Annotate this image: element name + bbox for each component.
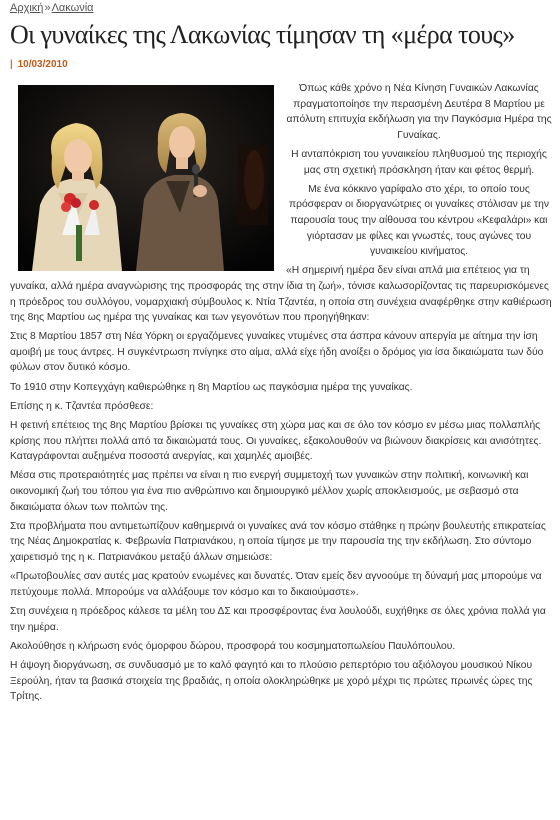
event-photo-image <box>18 85 274 271</box>
article-date <box>10 59 552 71</box>
article-photo <box>18 85 274 271</box>
article-body <box>10 81 552 705</box>
article-paragraph: Ακολούθησε η κλήρωση ενός όμορφου δώρου, προσφορά του κοσμηματοπωλείου Παυλόπουλου. <box>10 640 456 652</box>
article-paragraph: Η φετινή επέτειος της 8ης Μαρτίου βρίσκει τις γυναίκες στη χώρα μας και σε όλο τον κόσμο εν μέσω μιας πολλαπλής κρίσης που πλήττει πολλά από τα δικαιώματά τους. Οι γυναίκες, εξακολουθούν να βιώνουν διακρίσεις και ανισότητες. Καταγράφονται αυξημένα ποσοστά ανεργίας, και χαμηλές αμοιβές. <box>10 420 542 463</box>
breadcrumb-separator: » <box>44 2 51 14</box>
article-paragraph: Η άψογη διοργάνωση, σε συνδυασμό με το καλό φαγητό και το πλούσιο ρεπερτόριο του αξιόλογου μουσικού Νίκου Ξερούλη, ήταν τα βασικά στοιχεία της βραδιάς, η οποία ολοκληρώθηκε με χορό μέχρι τις πρώτες πρωινές ώρες της Τρίτης. <box>10 659 533 703</box>
article-paragraph: Επίσης η κ. Τζαντέα πρόσθεσε: <box>10 400 154 412</box>
article-paragraph: Με ένα κόκκινο γαρίφαλο στο χέρι, το οποίο τους πρόσφεραν οι διοργανώτριες οι γυναίκες στόλισαν με την παρουσία τους την αίθουσα του κέντρου «Κεφαλάρι» και γιόρτασαν με φίλες και γνωστές, τους αγώνες του γυναικείου κινήματος. <box>288 183 550 258</box>
breadcrumb-section-link[interactable]: Λακωνία <box>51 2 94 14</box>
article-paragraph: Η ανταπόκριση του γυναικείου πληθυσμού της περιοχής μας στη σχετική πρόσκληση ήταν και φέτος θερμή. <box>291 148 547 176</box>
article-paragraph: «Η σημερινή ημέρα δεν είναι απλά μια επέτειος για τη γυναίκα, αλλά ημέρα αναγνώρισης της προσφοράς της στην ίδια τη ζωή», τόνισε καλωσορίζοντας τις παρευρισκόμενες η πρόεδρος του συλλόγου, νομαρχιακή σύμβουλος κ. Ντία Τζαντέα, η οποία στη συνέχεια αναφέρθηκε στην καθιέρωση της 8ης Μαρτίου ως ημέρα της γυναίκας και των γεγονότων που προηγήθηκαν: <box>10 265 552 324</box>
article-paragraph: Στα προβλήματα που αντιμετωπίζουν καθημερινά οι γυναίκες ανά τον κόσμο στάθηκε η πρώην βουλευτής επικρατείας της Νέας Δημοκρατίας κ. Φεβρωνία Πατριανάκου, η οποία τίμησε με την παρουσία της την εκδήλωση. Στο σύντομο χαιρετισμό της η κ. Πατριανάκου μεταξύ άλλων σημειώσε: <box>10 520 546 563</box>
article-paragraph: Όπως κάθε χρόνο η Νέα Κίνηση Γυναικών Λακωνίας πραγματοποίησε την περασμένη Δευτέρα 8 Μαρτίου με απόλυτη επιτυχία εκδήλωση για την Παγκόσμια Ημέρα της Γυναίκας. <box>286 83 552 141</box>
breadcrumb-home-link[interactable]: Αρχική <box>10 2 44 14</box>
breadcrumb <box>10 0 552 15</box>
article-title: Οι γυναίκες της Λακωνίας τίμησαν τη «μέρα τους» <box>10 20 515 49</box>
article-paragraph: Μέσα στις προτεραιότητές μας πρέπει να είναι η πιο ενεργή συμμετοχή των γυναικών στην πολιτική, κοινωνική και οικονομική ζωή του τόπου για ένα πιο ανθρώπινο και δημιουργικό μέλλον χωρίς αποκλεισμούς, με σεβασμό στα δικαιώματα όλων των πολιτών της. <box>10 470 529 513</box>
article-paragraph: Στις 8 Μαρτίου 1857 στη Νέα Υόρκη οι εργαζόμενες γυναίκες ντυμένες στα άσπρα κάνουν απεργία με αίτημα την ίση αμοιβή με τους άντρες. Η συγκέντρωση πνίγηκε στο αίμα, αλλά είχε ήδη ανοίξει ο δρόμος για ίσα δικαιώματα των δύο φύλων στον δυτικό κόσμο. <box>10 331 544 374</box>
article-paragraph: «Πρωτοβουλίες σαν αυτές μας κρατούν ενωμένες και δυνατές. Όταν εμείς δεν αγνοούμε τη δύναμή μας μπορούμε να πετύχουμε πολλά. Μπορούμε να αλλάξουμε τον κόσμο και το δικαιούμαστε». <box>10 571 542 598</box>
date-separator: | <box>10 59 13 70</box>
article-paragraph: Το 1910 στην Κοπεγχάγη καθιερώθηκε η 8η Μαρτίου ως παγκόσμια ημέρα της γυναίκας. <box>10 381 413 393</box>
date-text: 10/03/2010 <box>17 59 68 70</box>
article-paragraph: Στη συνέχεια η πρόεδρος κάλεσε τα μέλη του ΔΣ και προσφέροντας ένα λουλούδι, ευχήθηκε σε όλες χρόνια πολλά για την ημέρα. <box>10 605 546 633</box>
